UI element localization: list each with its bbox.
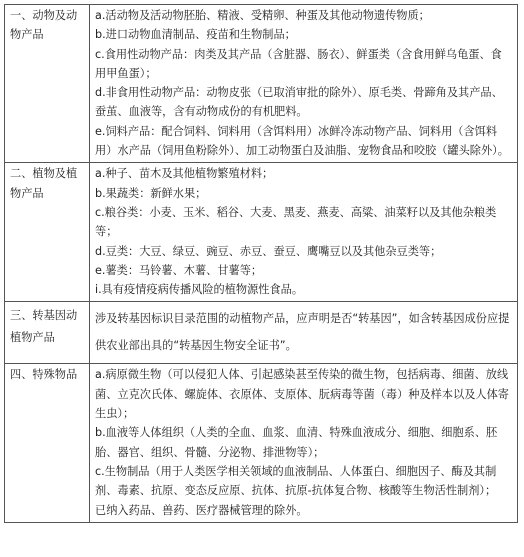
list-item: a.种子、苗木及其他植物繁殖材料；	[95, 167, 274, 181]
list-item: c.粮谷类：小麦、玉米、稻谷、大麦、黑麦、燕麦、高粱、油菜籽以及其他杂粮类等；	[95, 205, 497, 239]
list-item: 已纳入药品、兽药、医疗器械管理的除外。	[95, 503, 308, 517]
list-item: c.生物制品（用于人类医学相关领域的血液制品、人体蛋白、细胞因子、酶及其制剂、毒素、抗原、变态反应原、抗体、抗原-抗体复合物、核酸等生物活性制剂）；	[95, 464, 497, 498]
table-row-animals	[5, 5, 518, 163]
list-item: a.病原微生物（可以侵犯人体、引起感染甚至传染的微生物，包括病毒、细菌、放线菌、立克次氏体、螺旋体、衣原体、支原体、朊病毒等菌（毒）种及样本以及人体寄生虫）；	[95, 368, 509, 421]
category-cell: 四、特殊物品	[5, 364, 90, 522]
category-cell: 一、动物及动物产品	[5, 5, 90, 163]
content-cell	[90, 163, 518, 302]
list-item: b.果蔬类：新鲜水果；	[95, 186, 207, 200]
list-item: b.进口动物血清制品、疫苗和生物制品；	[95, 28, 296, 42]
content-cell	[90, 5, 518, 163]
content-cell	[90, 302, 518, 364]
list-item: a.活动物及活动物胚胎、精液、受精卵、种蛋及其他动物遗传物质；	[95, 9, 430, 22]
list-item: 涉及转基因标识目录范围的动植物产品，应声明是否“转基因”，如含转基因成份应提供农业部出具的“转基因生物安全证书”。	[95, 312, 510, 353]
list-item: d.非食用性动物产品：动物皮张（已取消审批的除外）、原毛类、骨蹄角及其产品、蚕茧、血液等，含有动物成份的有机肥料。	[95, 86, 503, 119]
list-item: b.血液等人体组织（人类的全血、血浆、血清、特殊血液成分、细胞、细胞系、胚胎、器官、组织、骨髓、分泌物、排泄物等）；	[95, 426, 498, 459]
list-item: e.饲料产品：配合饲料、饲料用（含饵料用）冰鲜冷冻动物产品、饲料用（含饵料用）水产品（饲用鱼粉除外）、加工动物蛋白及油脂、宠物食品和咬胶（罐头除外）。	[95, 124, 509, 158]
category-cell: 三、转基因动植物产品	[5, 302, 90, 364]
table-row-plants	[5, 163, 518, 302]
content-cell	[90, 364, 518, 522]
list-item: d.豆类：大豆、绿豆、豌豆、赤豆、蚕豆、鹰嘴豆以及其他杂豆类等；	[95, 244, 442, 258]
table-row-special	[5, 364, 518, 522]
regulated-goods-table	[4, 4, 518, 523]
list-item: c.食用性动物产品：肉类及其产品（含脏器、肠衣）、鲜蛋类（含食用鲜乌龟蛋、食用甲鱼蛋）；	[95, 47, 502, 80]
table-row-gmo	[5, 302, 518, 364]
list-item: e.薯类：马铃薯、木薯、甘薯等；	[95, 263, 263, 277]
list-item: i.具有疫情疫病传播风险的植物源性食品。	[95, 283, 304, 297]
category-cell: 二、植物及植物产品	[5, 163, 90, 302]
